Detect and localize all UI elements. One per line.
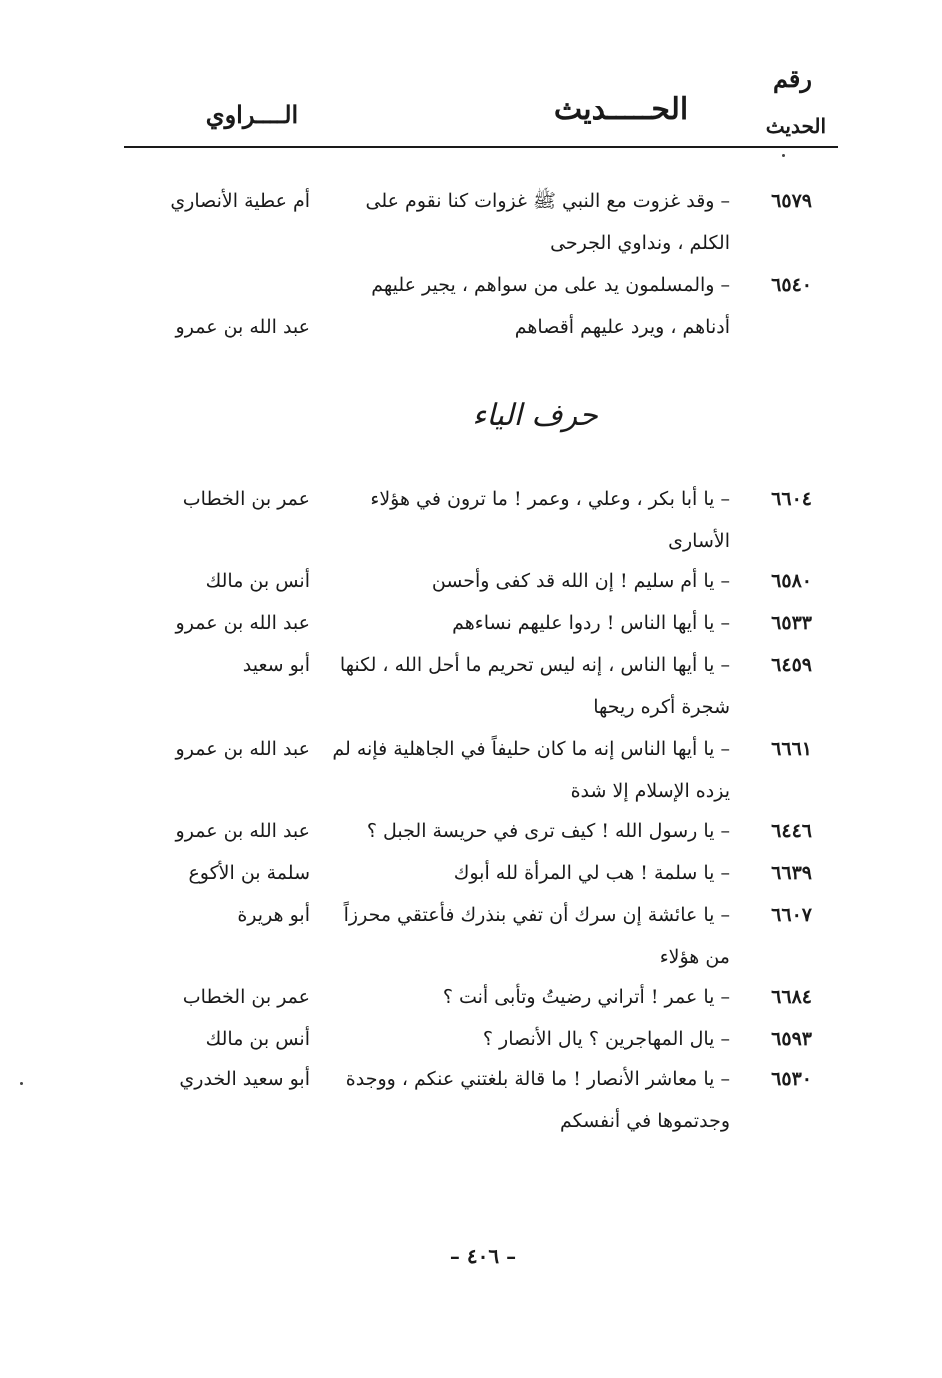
narrator-name: عبد الله بن عمرو xyxy=(175,612,310,634)
hadith-text-line: شجرة أكره ريحها xyxy=(593,696,730,718)
hadith-entry-continuation xyxy=(0,520,942,562)
narrator-name: عمر بن الخطاب xyxy=(182,488,310,510)
hadith-text-line: – يا رسول الله ! كيف ترى في حريسة الجبل ؟ xyxy=(366,820,730,842)
hadith-number: ٦٦٦١ xyxy=(771,738,812,760)
narrator-name: أم عطية الأنصاري xyxy=(170,190,310,212)
narrator-name: أبو سعيد xyxy=(242,654,310,676)
hadith-text-line: – يا أبا بكر ، وعلي ، وعمر ! ما ترون في هؤلاء xyxy=(370,488,730,510)
hadith-entry xyxy=(0,728,942,770)
hadith-entry xyxy=(0,852,942,894)
narrator-name: أنس بن مالك xyxy=(205,1028,310,1050)
narrator-name: أنس بن مالك xyxy=(205,570,310,592)
hadith-number: ٦٥٧٩ xyxy=(771,190,812,212)
hadith-text-line: – يا عائشة إن سرك أن تفي بنذرك فأعتقي محرزاً xyxy=(343,904,730,926)
narrator-name: أبو سعيد الخدري xyxy=(179,1068,310,1090)
hadith-entry xyxy=(0,644,942,686)
hadith-entry-continuation xyxy=(0,936,942,978)
hadith-number: ٦٦٨٤ xyxy=(771,986,812,1008)
hadith-entry xyxy=(0,976,942,1018)
hadith-entry xyxy=(0,1018,942,1060)
hadith-text-line: الكلم ، ونداوي الجرحى xyxy=(550,232,730,254)
section-title-text: حرف الياء xyxy=(472,398,598,433)
hadith-entry-continuation xyxy=(0,222,942,264)
hadith-entry xyxy=(0,1058,942,1100)
hadith-entry xyxy=(0,478,942,520)
hadith-text-line: – يال المهاجرين ؟ يال الأنصار ؟ xyxy=(482,1028,730,1050)
hadith-text-line: – يا سلمة ! هب لي المرأة لله أبوك xyxy=(453,862,730,884)
narrator-name: سلمة بن الأكوع xyxy=(188,862,310,884)
scan-speck xyxy=(782,154,785,157)
hadith-text-line: – يا أيها الناس ، إنه ليس تحريم ما أحل الله ، لكنها xyxy=(339,654,730,676)
narrator-name: عبد الله بن عمرو xyxy=(175,820,310,842)
hadith-text-line: – يا أم سليم ! إن الله قد كفى وأحسن xyxy=(431,570,730,592)
hadith-entry-continuation xyxy=(0,770,942,812)
hadith-number: ٦٥٣٣ xyxy=(771,612,812,634)
hadith-text-line: – وقد غزوت مع النبي ﷺ غزوات كنا نقوم على xyxy=(365,190,730,212)
hadith-text-line: – يا معاشر الأنصار ! ما قالة بلغتني عنكم ، ووجدة xyxy=(345,1068,730,1090)
hadith-entry xyxy=(0,180,942,222)
hadith-entry xyxy=(0,894,942,936)
header-number-label-bottom: الحديث xyxy=(765,114,826,138)
page-number-text: – ٤٠٦ – xyxy=(449,1244,517,1268)
hadith-number: ٦٦٠٤ xyxy=(771,488,812,510)
hadith-entry xyxy=(0,602,942,644)
narrator-name: عبد الله بن عمرو xyxy=(175,738,310,760)
header-divider xyxy=(124,146,838,148)
hadith-number: ٦٥٣٠ xyxy=(771,1068,812,1090)
hadith-number: ٦٥٤٠ xyxy=(771,274,812,296)
page-number xyxy=(0,1244,942,1268)
hadith-text-line: الأسارى xyxy=(668,530,730,552)
hadith-entry-continuation xyxy=(0,306,942,348)
hadith-number: ٦٤٤٦ xyxy=(771,820,812,842)
hadith-text-line: من هؤلاء xyxy=(659,946,730,968)
hadith-entry-continuation xyxy=(0,686,942,728)
hadith-number: ٦٤٥٩ xyxy=(771,654,812,676)
hadith-text-line: – يا أيها الناس إنه ما كان حليفاً في الجاهلية فإنه لم xyxy=(332,738,730,760)
hadith-entry-continuation xyxy=(0,1100,942,1142)
hadith-entry xyxy=(0,560,942,602)
header-number-label-top: رقم xyxy=(772,64,812,93)
hadith-text-line: أدناهم ، ويرد عليهم أقصاهم xyxy=(514,316,730,338)
narrator-name: عمر بن الخطاب xyxy=(182,986,310,1008)
hadith-number: ٦٥٨٠ xyxy=(771,570,812,592)
hadith-entry xyxy=(0,810,942,852)
hadith-number: ٦٦٠٧ xyxy=(771,904,812,926)
hadith-text-line: – والمسلمون يد على من سواهم ، يجير عليهم xyxy=(371,274,730,296)
hadith-text-line: – يا عمر ! أتراني رضيتُ وتأبى أنت ؟ xyxy=(442,986,730,1008)
hadith-number: ٦٥٩٣ xyxy=(771,1028,812,1050)
narrator-name: عبد الله بن عمرو xyxy=(175,316,310,338)
hadith-number: ٦٦٣٩ xyxy=(771,862,812,884)
scan-speck xyxy=(20,1082,23,1085)
header-hadith-label: الحـــــديث xyxy=(553,92,689,127)
section-title xyxy=(0,398,942,433)
hadith-text-line: – يا أيها الناس ! ردوا عليهم نساءهم xyxy=(452,612,730,634)
hadith-entry xyxy=(0,264,942,306)
header-narrator-label: الــــراوي xyxy=(205,100,299,129)
narrator-name: أبو هريرة xyxy=(237,904,310,926)
hadith-text-line: وجدتموها في أنفسكم xyxy=(559,1110,730,1132)
hadith-text-line: يزده الإسلام إلا شدة xyxy=(570,780,730,802)
